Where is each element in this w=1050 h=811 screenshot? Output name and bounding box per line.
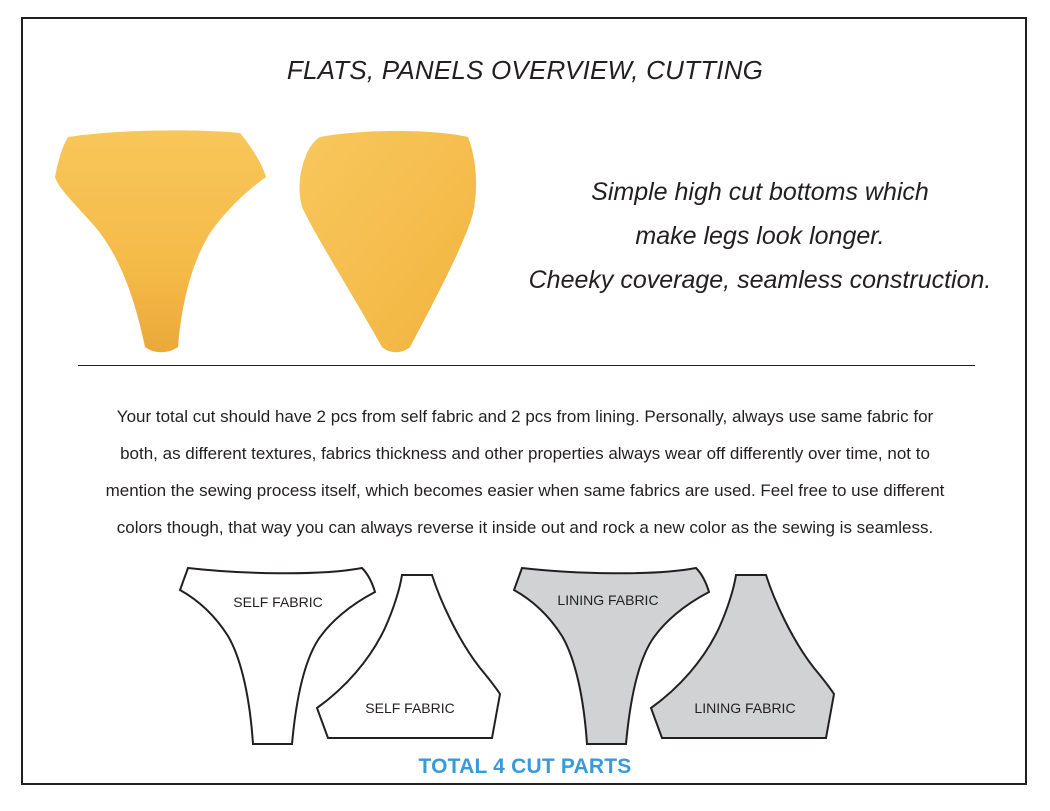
front-bottom-photo bbox=[55, 130, 266, 352]
tagline-line: Cheeky coverage, seamless construction. bbox=[528, 266, 992, 294]
tagline-line: Simple high cut bottoms which bbox=[591, 178, 929, 206]
pattern-label-lining-back: LINING FABRIC bbox=[694, 700, 796, 716]
description-line: colors though, that way you can always reverse it inside out and rock a new color as the sewing is seamless. bbox=[116, 518, 934, 537]
tagline-line: make legs look longer. bbox=[635, 222, 885, 250]
description-line: mention the sewing process itself, which becomes easier when same fabrics are used. Feel free to use different bbox=[105, 481, 945, 500]
pattern-label-self-back: SELF FABRIC bbox=[365, 700, 455, 716]
section-divider bbox=[78, 365, 975, 366]
product-photos bbox=[50, 125, 490, 360]
pattern-pieces bbox=[170, 560, 850, 755]
pattern-label-lining-front: LINING FABRIC bbox=[557, 592, 659, 608]
description-line: Your total cut should have 2 pcs from self fabric and 2 pcs from lining. Personally, always use same fabric for bbox=[116, 407, 934, 426]
cutting-description bbox=[36, 398, 1014, 546]
back-bottom-photo bbox=[300, 131, 477, 352]
pattern-label-self-front: SELF FABRIC bbox=[233, 594, 323, 610]
page-title: FLATS, PANELS OVERVIEW, CUTTING bbox=[286, 55, 764, 85]
total-cut-parts: TOTAL 4 CUT PARTS bbox=[418, 755, 632, 778]
description-line: both, as different textures, fabrics thickness and other properties always wear off differently over time, not to bbox=[120, 444, 930, 463]
product-tagline bbox=[500, 170, 1020, 302]
